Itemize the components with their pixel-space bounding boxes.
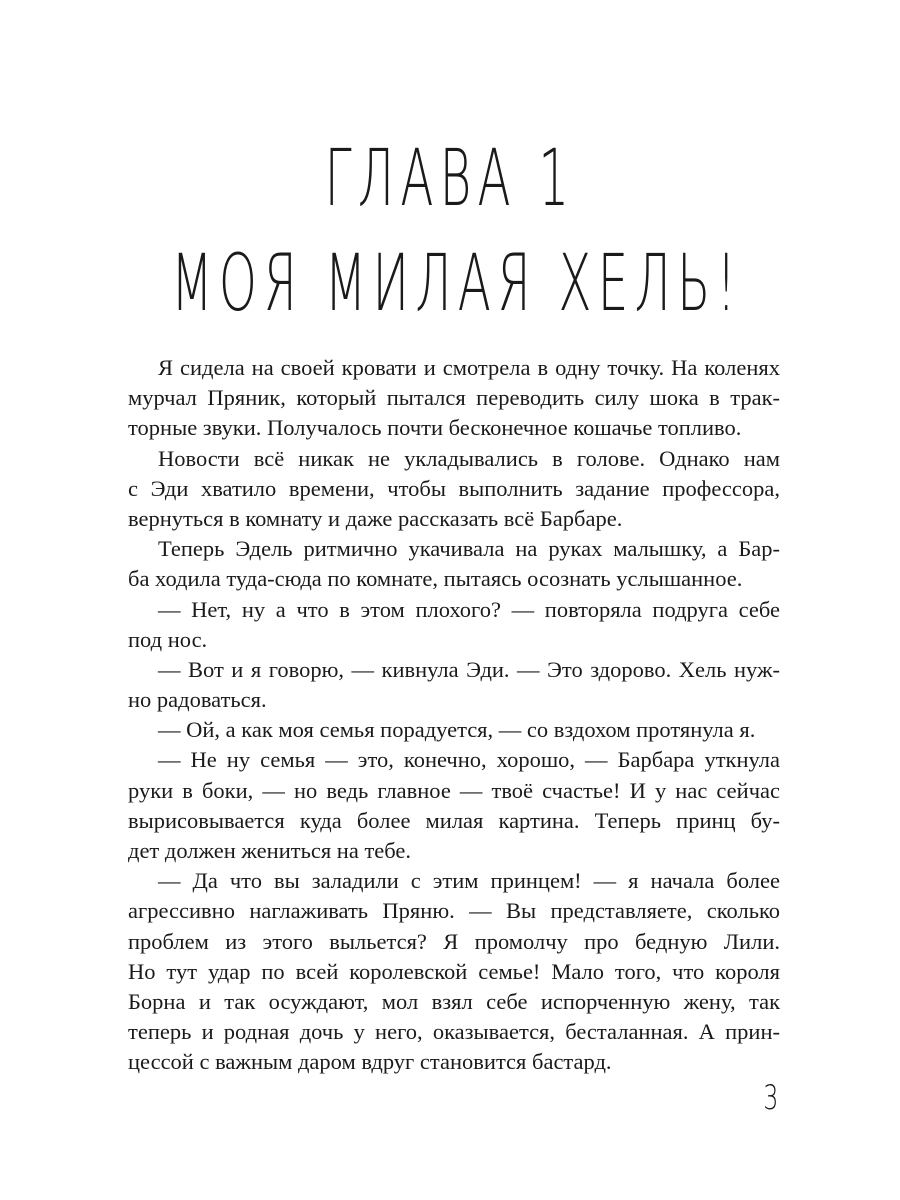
text-line: вернуться в комнату и даже рассказать всё Барбаре. [128, 505, 623, 531]
page-number: 3 [763, 1078, 779, 1118]
text-line: торные звуки. Получалось почти бесконечное кошачье топливо. [128, 415, 742, 441]
text-line: ба ходила туда-сюда по комнате, пытаясь осознать услышанное. [128, 566, 743, 592]
text-line: вырисовывается куда более милая картина. Теперь принц бу- [128, 807, 780, 833]
text-line: агрессивно наглаживать Пряню. — Вы представляете, сколько [128, 898, 780, 924]
text-line: но радоваться. [128, 687, 267, 713]
text-line: под нос. [128, 626, 208, 652]
text-line: руки в боки, — но ведь главное — твоё счастье! И у нас сейчас [128, 777, 780, 803]
text-line: — Да что вы заладили с этим принцем! — я начала более [158, 868, 780, 894]
chapter-label: ГЛАВА 1 [324, 134, 576, 224]
text-line: цессой с важным даром вдруг становится бастард. [128, 1049, 612, 1075]
text-line: Я сидела на своей кровати и смотрела в одну точку. На коленях [158, 355, 780, 380]
text-line: теперь и родная дочь у него, оказывается, бесталанная. А прин- [128, 1019, 780, 1045]
text-line: — Вот и я говорю, — кивнула Эди. — Это здорово. Хель нуж- [158, 656, 780, 682]
text-line: — Не ну семья — это, конечно, хорошо, — Барбара уткнула [158, 747, 780, 773]
text-line: мурчал Пряник, который пытался переводить силу шока в трак- [128, 385, 780, 411]
chapter-body-text [128, 353, 780, 1078]
chapter-title: МОЯ МИЛАЯ ХЕЛЬ! [171, 239, 743, 329]
text-line: — Нет, ну а что в этом плохого? — повторяла подруга себе [158, 596, 780, 622]
text-line: с Эди хватило времени, чтобы выполнить задание профессора, [128, 475, 780, 501]
text-line: Теперь Эдель ритмично укачивала на руках малышку, а Бар- [158, 536, 780, 562]
text-line: Новости всё никак не укладывались в голове. Однако нам [158, 445, 780, 471]
text-line: проблем из этого выльется? Я промолчу про бедную Лили. [128, 928, 780, 954]
text-line: Борна и так осуждают, мол взял себе испорченную жену, так [128, 988, 780, 1014]
text-line: Но тут удар по всей королевской семье! Мало того, что короля [128, 958, 780, 984]
text-line: дет должен жениться на тебе. [128, 838, 412, 863]
text-line: — Ой, а как моя семья порадуется, — со вздохом протянула я. [158, 717, 756, 743]
